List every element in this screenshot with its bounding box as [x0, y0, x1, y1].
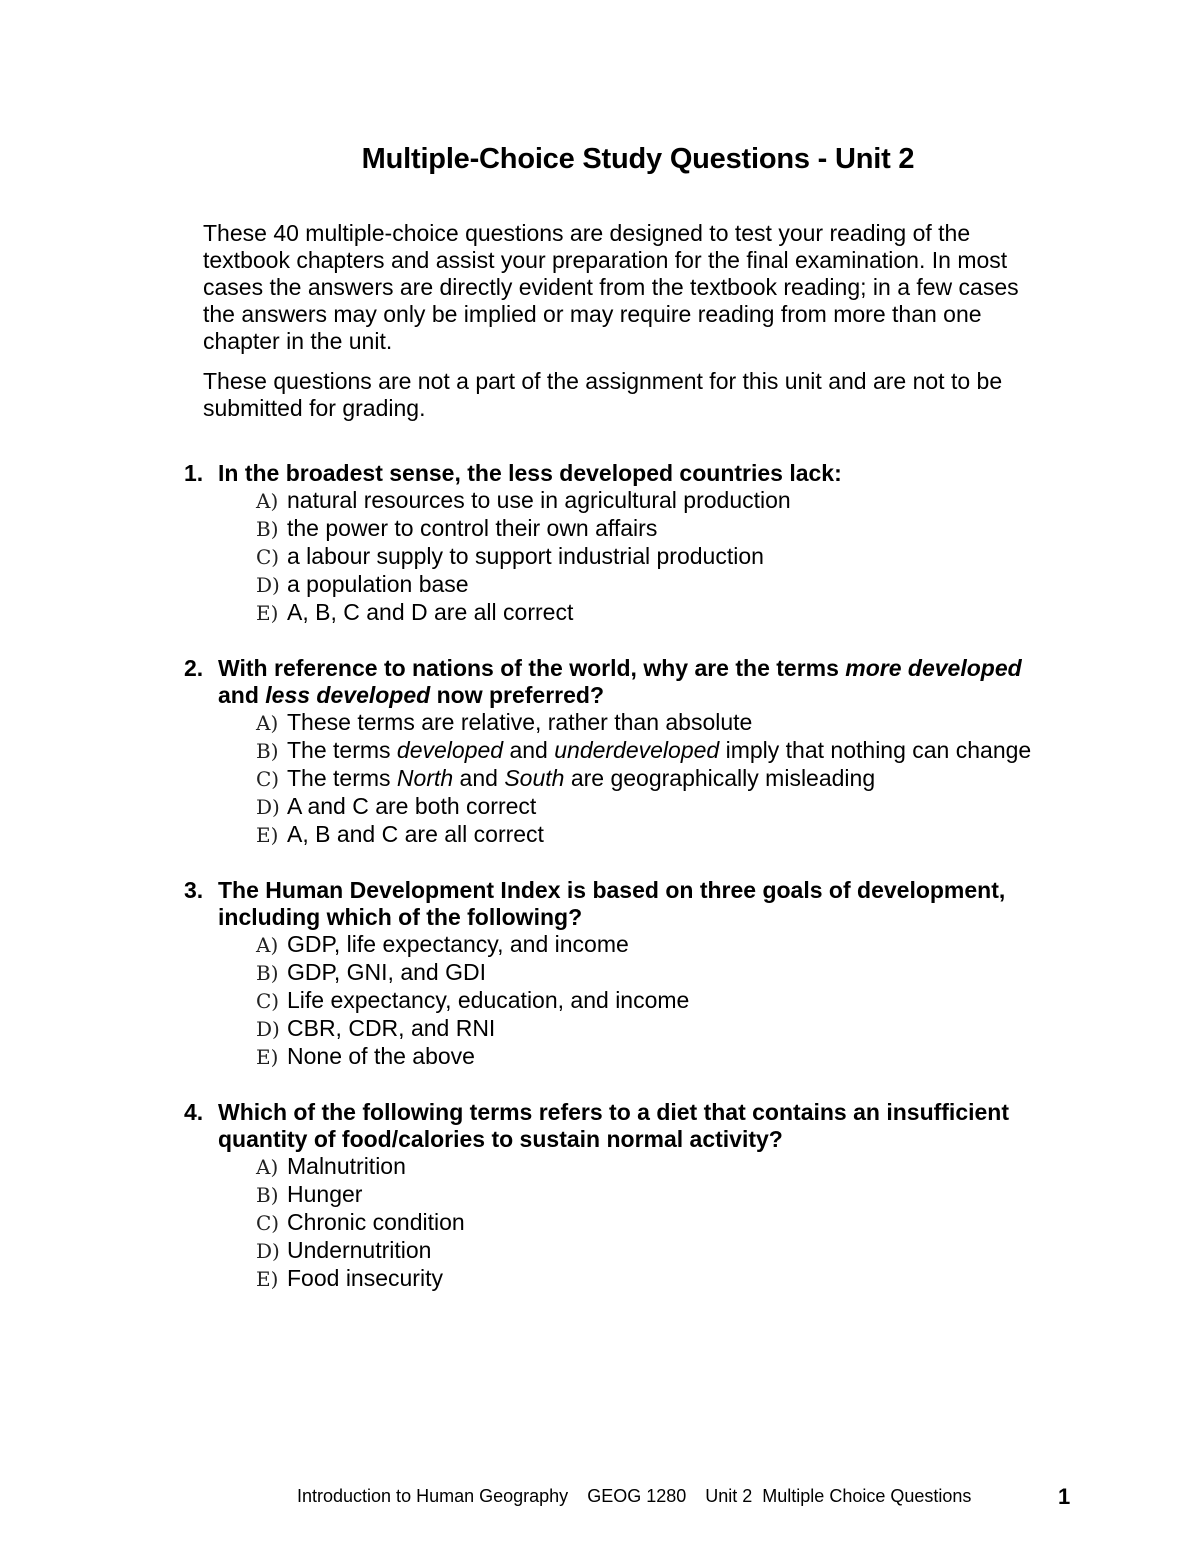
option-text: Hunger — [287, 1181, 363, 1207]
question-text-segment: With reference to nations of the world, why are the terms — [218, 655, 846, 681]
option-letter: A) — [256, 711, 279, 735]
answer-option — [256, 821, 1120, 849]
intro-section — [203, 220, 1083, 435]
answer-option — [256, 515, 1120, 543]
answer-option — [256, 543, 1120, 571]
question-text-segment: In the broadest sense, the less developed countries lack: — [218, 460, 842, 486]
question-item — [180, 1099, 1120, 1293]
answer-options — [180, 487, 1120, 627]
option-letter: A) — [256, 933, 279, 957]
option-text: CBR, CDR, and RNI — [287, 1015, 496, 1041]
answer-option — [256, 1043, 1120, 1071]
page-number: 1 — [1058, 1484, 1071, 1509]
option-letter: C) — [256, 1211, 280, 1235]
option-text: A, B and C are all correct — [287, 821, 544, 847]
question-number: 4. — [184, 1099, 204, 1125]
answer-option — [256, 793, 1120, 821]
option-text: The terms — [287, 765, 397, 791]
option-letter: D) — [256, 1017, 280, 1041]
option-letter: B) — [256, 517, 279, 541]
page-footer — [297, 1486, 985, 1507]
answer-option — [256, 959, 1120, 987]
answer-option — [256, 1209, 1120, 1237]
question-text — [218, 877, 1005, 930]
intro-paragraph: These questions are not a part of the assignment for this unit and are not to be submitted for grading. — [203, 368, 1003, 421]
question-text-segment: The Human Development Index is based on three goals of development, including which of the following? — [218, 877, 1006, 930]
option-letter: E) — [256, 823, 279, 847]
option-letter: C) — [256, 989, 280, 1013]
option-text: Food insecurity — [287, 1265, 443, 1291]
option-term-italic: North — [396, 765, 454, 791]
option-letter: B) — [256, 961, 279, 985]
option-text: Life expectancy, education, and income — [287, 987, 690, 1013]
question-stem — [180, 1099, 1120, 1153]
question-number: 3. — [184, 877, 204, 903]
option-letter: E) — [256, 601, 279, 625]
answer-option — [256, 1237, 1120, 1265]
question-item — [180, 655, 1120, 849]
option-text: imply that nothing can change — [719, 737, 1032, 763]
option-letter: D) — [256, 573, 280, 597]
option-term-italic: underdeveloped — [554, 737, 720, 763]
option-text: Chronic condition — [287, 1209, 465, 1235]
option-text: and — [453, 765, 505, 791]
answer-option — [256, 1181, 1120, 1209]
answer-option — [256, 599, 1120, 627]
option-text: None of the above — [287, 1043, 475, 1069]
question-text-segment: and — [218, 682, 259, 708]
answer-option — [256, 1265, 1120, 1293]
option-letter: A) — [256, 1155, 279, 1179]
question-text-segment: Which of the following terms refers to a diet that contains an insufficient quantity of food/calories to sustain normal activity? — [218, 1099, 1010, 1152]
question-stem — [180, 655, 1120, 709]
answer-option — [256, 487, 1120, 515]
question-term-italic: more developed — [845, 655, 1022, 681]
question-text — [218, 460, 842, 486]
question-number: 2. — [184, 655, 204, 681]
option-letter: C) — [256, 767, 280, 791]
option-text: natural resources to use in agricultural production — [287, 487, 791, 513]
answer-option — [256, 987, 1120, 1015]
page-title: Multiple-Choice Study Questions - Unit 2 — [361, 143, 915, 175]
option-text: a labour supply to support industrial production — [287, 543, 764, 569]
option-text: and — [503, 737, 555, 763]
option-term-italic: developed — [396, 737, 504, 763]
intro-paragraph: These 40 multiple-choice questions are designed to test your reading of the textbook chapters and assist your preparation for the final examination. In most cases the answers are directly evident from the textbook reading; in a few cases the answers may only be implied or may require reading from more than one chapter in the unit. — [203, 220, 1019, 354]
option-letter: B) — [256, 1183, 279, 1207]
option-term-italic: South — [504, 765, 565, 791]
option-letter: D) — [256, 1239, 280, 1263]
question-number: 1. — [184, 460, 204, 486]
footer-doc-label: Unit 2 Multiple Choice Questions — [705, 1486, 972, 1506]
question-item — [180, 877, 1120, 1071]
question-text — [218, 1099, 1009, 1152]
answer-options — [180, 1153, 1120, 1293]
question-list — [180, 460, 1120, 1321]
question-item — [180, 460, 1120, 627]
option-letter: E) — [256, 1267, 279, 1291]
option-text: A and C are both correct — [287, 793, 537, 819]
answer-option — [256, 931, 1120, 959]
option-letter: C) — [256, 545, 280, 569]
answer-option — [256, 765, 1120, 793]
option-text: the power to control their own affairs — [287, 515, 658, 541]
option-text: GDP, GNI, and GDI — [287, 959, 486, 985]
option-text: a population base — [287, 571, 469, 597]
question-term-italic: less developed — [265, 682, 431, 708]
question-text — [218, 655, 1022, 708]
option-text: Malnutrition — [287, 1153, 406, 1179]
option-text: GDP, life expectancy, and income — [287, 931, 629, 957]
option-text: A, B, C and D are all correct — [287, 599, 574, 625]
option-text: are geographically misleading — [564, 765, 876, 791]
answer-option — [256, 1015, 1120, 1043]
footer-course-name: Introduction to Human Geography — [297, 1486, 569, 1506]
answer-option — [256, 1153, 1120, 1181]
question-stem — [180, 877, 1120, 931]
footer-course-code: GEOG 1280 — [587, 1486, 687, 1506]
question-stem — [180, 460, 1120, 487]
option-letter: B) — [256, 739, 279, 763]
option-text: Undernutrition — [287, 1237, 432, 1263]
answer-options — [180, 931, 1120, 1071]
option-text: These terms are relative, rather than absolute — [287, 709, 753, 735]
answer-options — [180, 709, 1120, 849]
answer-option — [256, 571, 1120, 599]
answer-option — [256, 737, 1120, 765]
option-text: The terms — [287, 737, 397, 763]
option-letter: E) — [256, 1045, 279, 1069]
option-letter: D) — [256, 795, 280, 819]
option-letter: A) — [256, 489, 279, 513]
answer-option — [256, 709, 1120, 737]
question-text-segment: now preferred? — [430, 682, 605, 708]
